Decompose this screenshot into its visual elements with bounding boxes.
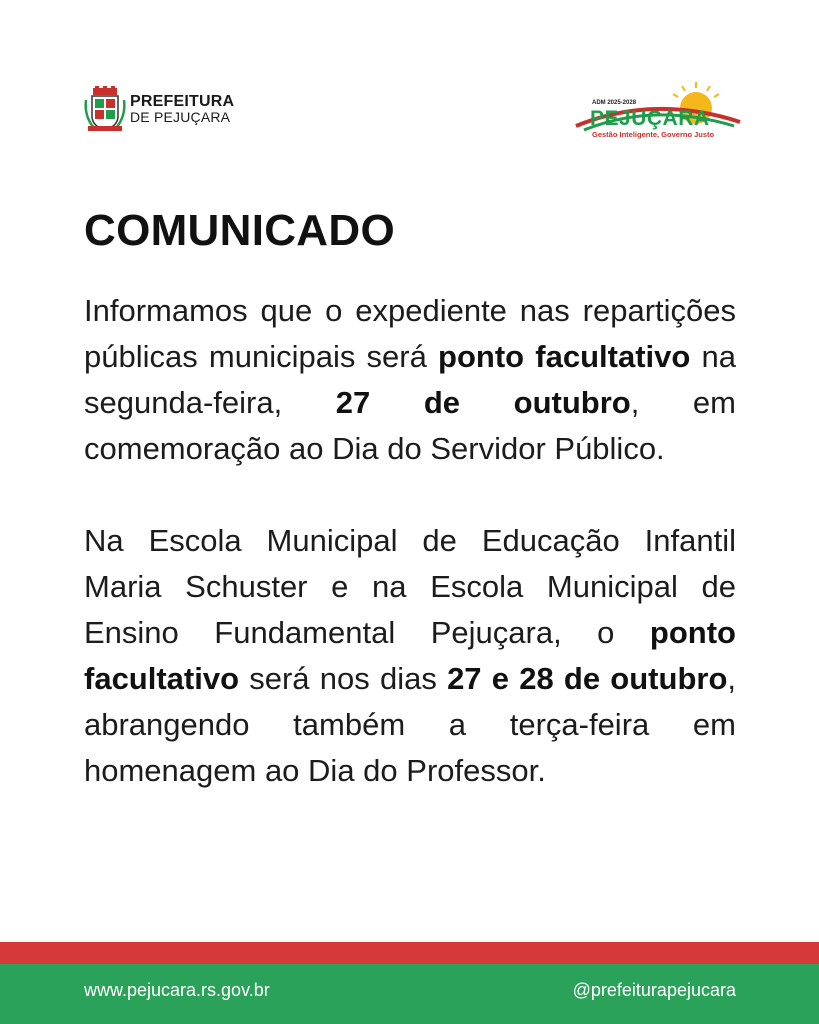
website-link[interactable]: www.pejucara.rs.gov.br xyxy=(84,980,270,1000)
prefeitura-line2: DE PEJUÇARA xyxy=(130,109,231,125)
paragraph-1-bold-2: 27 de outubro xyxy=(335,385,631,420)
prefeitura-line1: PREFEITURA xyxy=(130,93,235,110)
brand-adm: ADM 2025-2028 xyxy=(592,100,637,106)
social-handle[interactable]: @prefeiturapejucara xyxy=(572,980,736,1000)
administration-logo xyxy=(574,80,744,142)
brand-tagline: Gestão Inteligente, Governo Justo xyxy=(592,130,715,139)
page-title: COMUNICADO xyxy=(84,206,395,255)
red-stripe xyxy=(0,942,819,964)
paragraph-2-bold-1: ponto facultativo xyxy=(84,615,736,696)
paragraph-2-text-2: será nos dias xyxy=(239,661,448,696)
paragraph-1-text-1: Informamos que o expediente nas repartições públicas municipais será xyxy=(84,293,736,374)
paragraph-2-text-3: , abrangendo também a terça-feira em homenagem ao Dia do Professor. xyxy=(84,661,737,788)
paragraph-2-bold-2: 27 e 28 de outubro xyxy=(447,661,728,696)
brand-name: PEJUÇARA xyxy=(590,107,710,130)
announcement-body xyxy=(84,288,736,794)
paragraph-1-bold-1: ponto facultativo xyxy=(438,339,691,374)
paragraph-1 xyxy=(84,288,736,472)
paragraph-1-text-2: na segunda-feira, xyxy=(84,339,736,420)
paragraph-2 xyxy=(84,518,736,794)
prefeitura-logo xyxy=(84,86,254,132)
header xyxy=(0,0,819,160)
municipal-crest-icon xyxy=(84,86,126,132)
paragraph-2-text-1: Na Escola Municipal de Educação Infantil Maria Schuster e na Escola Municipal de Ensino Fundamental Pejuçara, o xyxy=(84,523,736,650)
paragraph-1-text-3: , em comemoração ao Dia do Servidor Público. xyxy=(84,385,736,466)
footer xyxy=(0,964,819,1024)
